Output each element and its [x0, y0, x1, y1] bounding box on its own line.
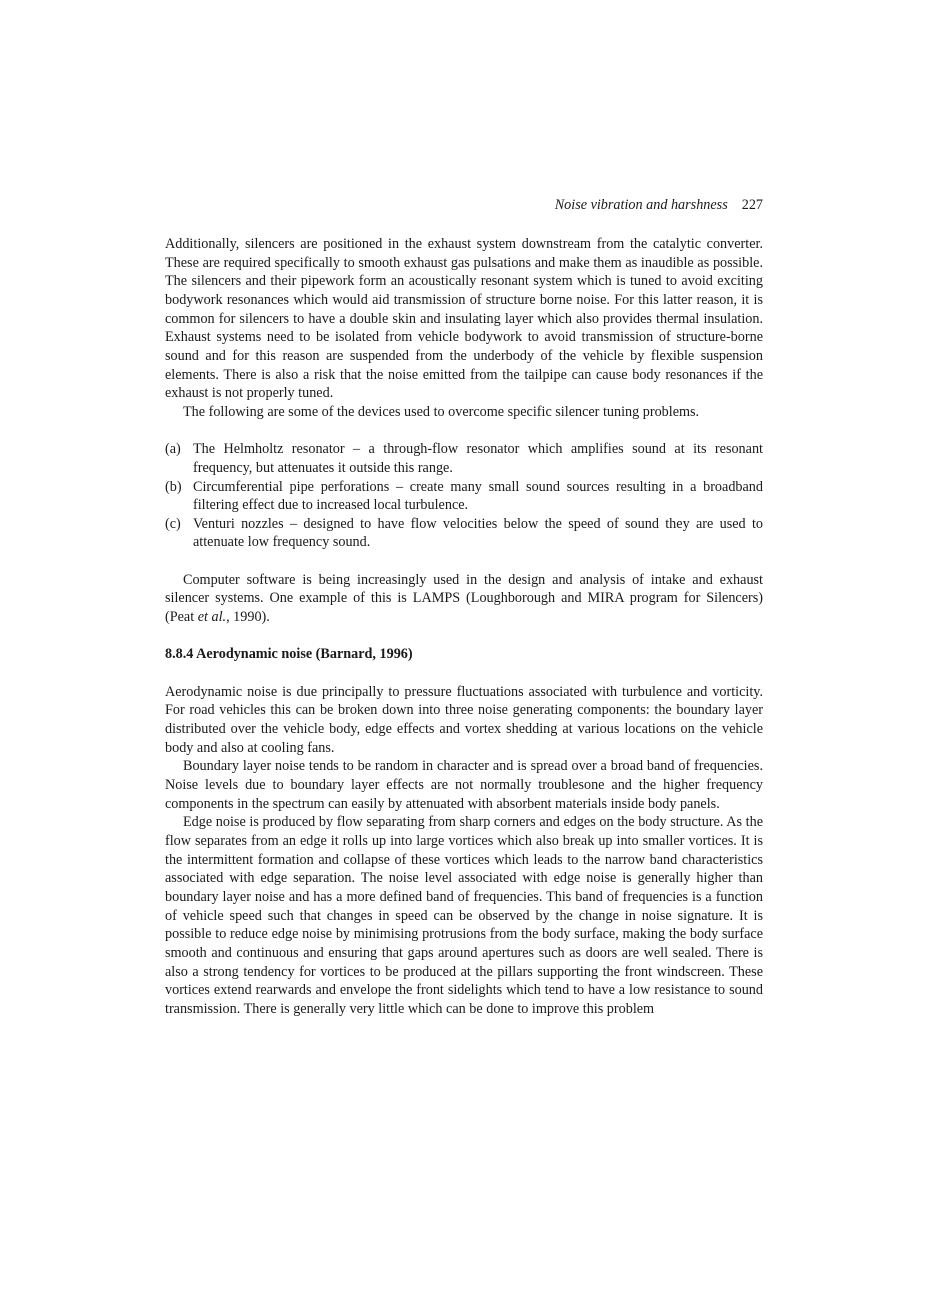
list-item [165, 515, 763, 552]
list-marker: (c) [165, 515, 181, 532]
spacer [165, 422, 763, 441]
list-item-text: Venturi nozzles – designed to have flow velocities below the speed of sound they are used to attenuate low frequency sound. [193, 515, 763, 551]
book-page [165, 196, 763, 1019]
spacer [165, 664, 763, 683]
section-heading: 8.8.4 Aerodynamic noise (Barnard, 1996) [165, 646, 413, 663]
paragraph-devices-intro: The following are some of the devices used to overcome specific silencer tuning problems. [183, 403, 700, 420]
paragraph-silencers: Additionally, silencers are positioned in the exhaust system downstream from the catalytic converter. These are required specifically to smooth exhaust gas pulsations and make them as inaudible as possible. The silencers and their pipework form an acoustically resonant system which is tuned to avoid exciting bodywork resonances which would aid transmission of structure borne noise. For this latter reason, it is common for silencers to have a double skin and insulating layer which also provides thermal insulation. Exhaust systems need to be isolated from vehicle bodywork to avoid transmission of structure-borne sound and for this reason are suspended from the underbody of the vehicle by flexible suspension elements. There is also a risk that the noise emitted from the tailpipe can cause body resonances if the exhaust is not properly tuned. [165, 236, 763, 402]
device-list [165, 440, 763, 552]
list-item [165, 478, 763, 515]
list-marker: (a) [165, 441, 181, 458]
paragraph-aerodynamic: Aerodynamic noise is due principally to pressure fluctuations associated with turbulence and vorticity. For road vehicles this can be broken down into three noise generating components: the boundary layer distributed over the vehicle body, edge effects and vortex shedding at various locations on the vehicle body and also at cooling fans. [165, 683, 763, 756]
paragraph-boundary-layer: Boundary layer noise tends to be random in character and is spread over a broad band of frequencies. Noise levels due to boundary layer effects are not normally troublesone and the higher frequency components in the spectrum can easily by attenuated with absorbent materials inside body panels. [165, 758, 763, 812]
list-item [165, 440, 763, 477]
spacer [165, 627, 763, 646]
page-number: 227 [741, 197, 763, 213]
paragraph-software [165, 571, 763, 627]
list-item-text: The Helmholtz resonator – a through-flow resonator which amplifies sound at its resonant frequency, but attenuates it outside this range. [193, 441, 763, 476]
list-item-text: Circumferential pipe perforations – create many small sound sources resulting in a broadband filtering effect due to increased local turbulence. [193, 478, 763, 514]
paragraph-edge-noise: Edge noise is produced by flow separating from sharp corners and edges on the body structure. As the flow separates from an edge it rolls up into large vortices which also break up into smaller vortices. It is the intermittent formation and collapse of these vortices which leads to the narrow band characteristics associated with edge separation. The noise level associated with edge noise is generally higher than boundary layer noise and has a more defined band of frequencies. This band of frequencies is a function of vehicle speed such that changes in speed can be observed by the change in noise signature. It is possible to reduce edge noise by minimising protrusions from the body surface, making the body surface smooth and continuous and ensuring that gaps around apertures such as doors are well sealed. There is also a strong tendency for vortices to be produced at the pillars supporting the front windscreen. These vortices extend rearwards and envelope the front sidelights which tend to have a low resistance to sound transmission. There is generally very little which can be done to improve this problem [165, 814, 763, 1017]
citation-etal: et al. [197, 609, 227, 626]
text-run: , 1990). [226, 609, 270, 626]
running-head [165, 196, 763, 215]
spacer [165, 552, 763, 571]
text-run: Computer software is being increasingly used in the design and analysis of intake and exhaust silencer systems. One example of this is LAMPS (Loughborough and MIRA program for Silencers) (Peat [165, 571, 763, 626]
list-marker: (b) [165, 478, 182, 495]
running-title: Noise vibration and harshness [554, 197, 728, 213]
